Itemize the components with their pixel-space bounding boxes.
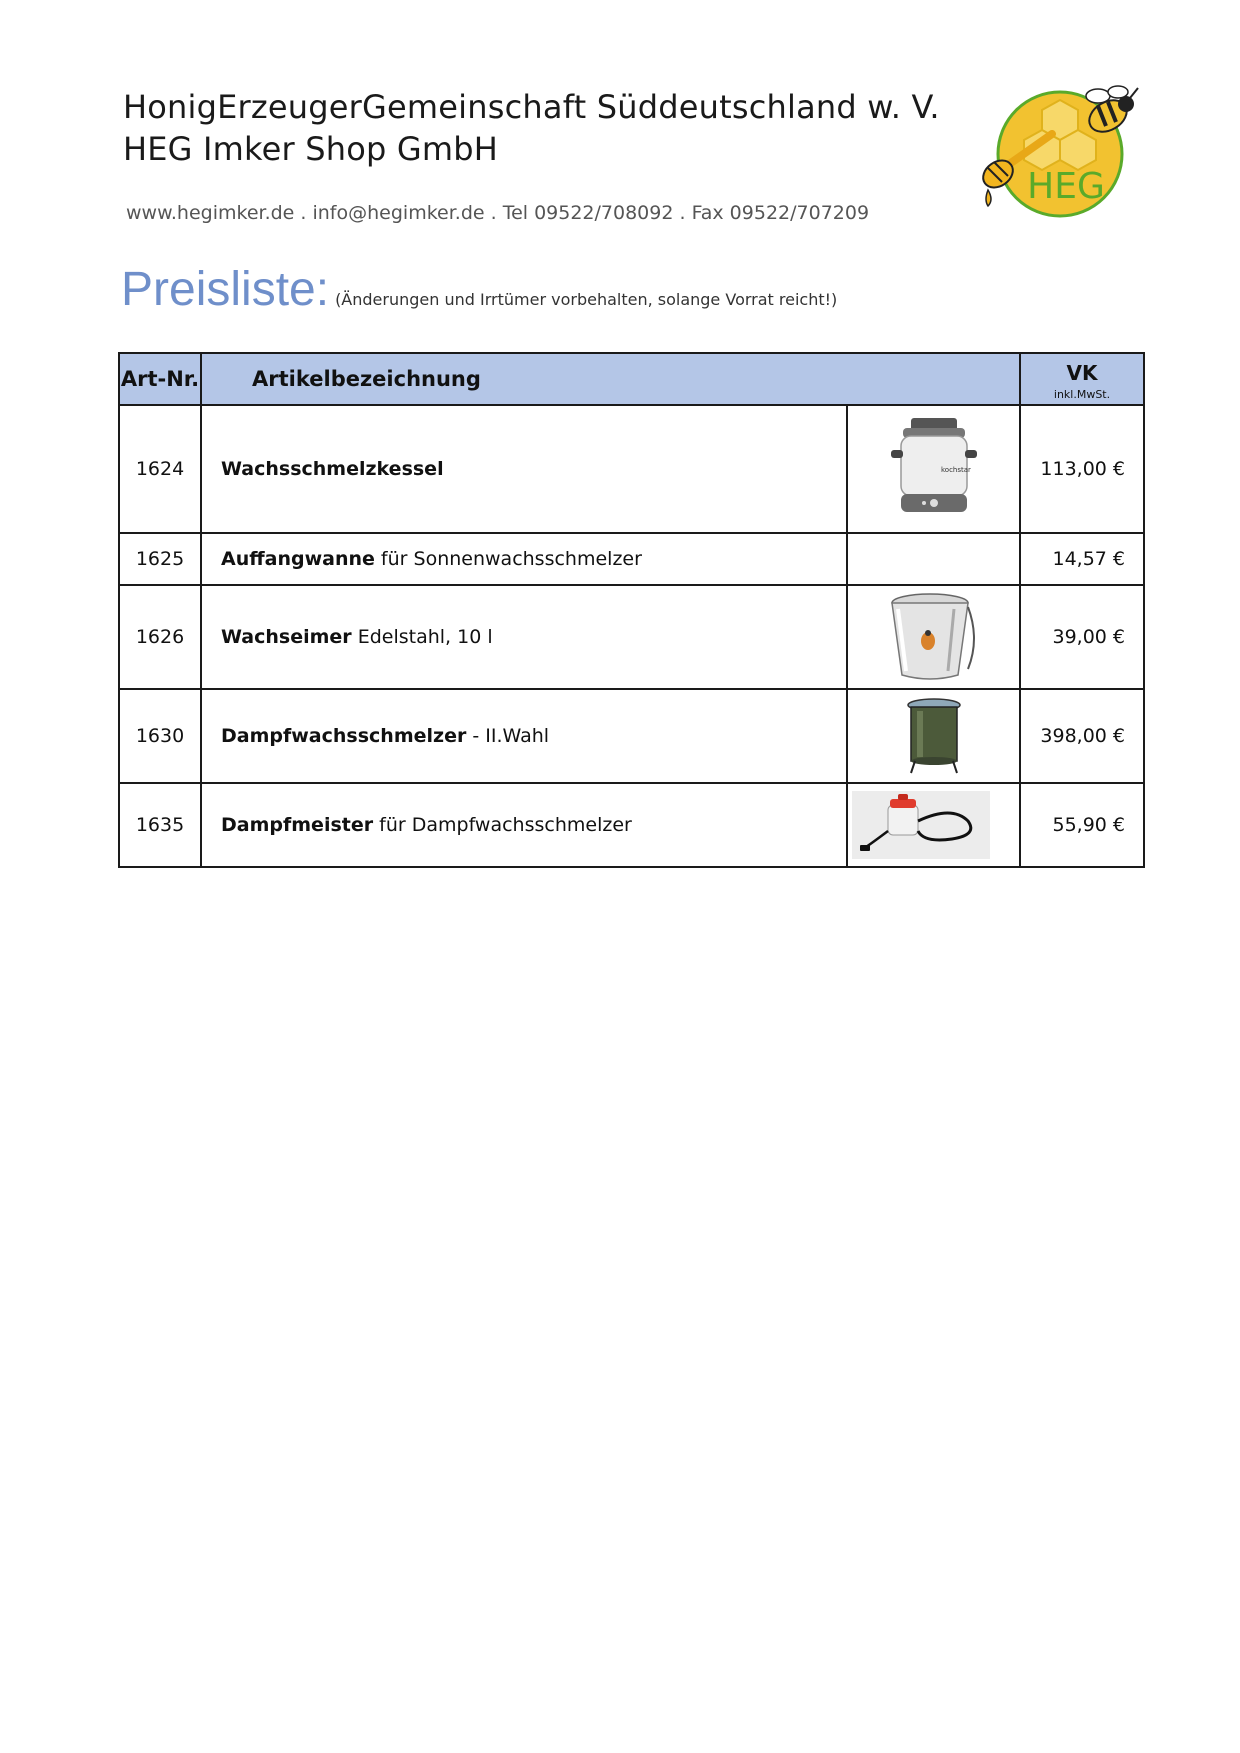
product-name: Dampfwachsschmelzer bbox=[221, 725, 467, 747]
art-nr-cell: 1635 bbox=[119, 783, 201, 867]
art-nr-cell: 1626 bbox=[119, 585, 201, 689]
svg-text:kochstar: kochstar bbox=[940, 466, 971, 474]
product-detail: - II.Wahl bbox=[466, 725, 550, 747]
header-vk-note: inkl.MwSt. bbox=[1053, 387, 1111, 401]
price-cell: 39,00 € bbox=[1020, 585, 1144, 689]
image-cell bbox=[847, 689, 1020, 783]
shop-name: HEG Imker Shop GmbH bbox=[123, 130, 499, 168]
price-list-note: (Änderungen und Irrtümer vorbehalten, solange Vorrat reicht!) bbox=[335, 290, 838, 309]
price-cell: 14,57 € bbox=[1020, 533, 1144, 585]
table-row bbox=[119, 783, 1144, 867]
price-table bbox=[118, 352, 1145, 868]
product-name: Wachsschmelzkessel bbox=[221, 458, 444, 480]
art-nr-cell: 1625 bbox=[119, 533, 201, 585]
steam-generator-image bbox=[852, 791, 990, 859]
image-cell-empty bbox=[847, 533, 1020, 585]
art-nr-cell: 1624 bbox=[119, 405, 201, 533]
price-list-heading: Preisliste: bbox=[121, 263, 330, 316]
art-nr-cell: 1630 bbox=[119, 689, 201, 783]
price-list-title bbox=[121, 262, 837, 317]
price-cell: 113,00 € bbox=[1020, 405, 1144, 533]
description-cell bbox=[201, 585, 847, 689]
product-name: Auffangwanne bbox=[221, 548, 375, 570]
logo-text: HEG bbox=[1027, 166, 1105, 207]
steel-bucket-image bbox=[884, 589, 984, 685]
table-row bbox=[119, 405, 1144, 533]
header-vk bbox=[1020, 353, 1144, 405]
table-row bbox=[119, 689, 1144, 783]
steam-wax-melter-image bbox=[899, 697, 969, 775]
image-cell bbox=[847, 585, 1020, 689]
product-detail: für Sonnenwachsschmelzer bbox=[374, 548, 642, 570]
heg-logo bbox=[968, 82, 1148, 232]
product-name: Dampfmeister bbox=[221, 814, 374, 836]
image-cell bbox=[847, 783, 1020, 867]
table-row bbox=[119, 533, 1144, 585]
honeycomb-cell bbox=[1060, 130, 1096, 170]
description-cell bbox=[201, 533, 847, 585]
company-name: HonigErzeugerGemeinschaft Süddeutschland w. V. bbox=[123, 88, 940, 126]
table-header-row bbox=[119, 353, 1144, 405]
header-vk-label: VK bbox=[1066, 360, 1098, 385]
price-cell: 55,90 € bbox=[1020, 783, 1144, 867]
product-detail: für Dampfwachsschmelzer bbox=[373, 814, 632, 836]
image-cell bbox=[847, 405, 1020, 533]
table-row bbox=[119, 585, 1144, 689]
contact-line: www.hegimker.de . info@hegimker.de . Tel 09522/708092 . Fax 09522/707209 bbox=[126, 202, 870, 224]
header-description: Artikelbezeichnung bbox=[201, 353, 1020, 405]
product-detail: Edelstahl, 10 l bbox=[351, 626, 493, 648]
description-cell bbox=[201, 405, 847, 533]
description-cell bbox=[201, 783, 847, 867]
price-cell: 398,00 € bbox=[1020, 689, 1144, 783]
header-art-nr: Art-Nr. bbox=[119, 353, 201, 405]
product-name: Wachseimer bbox=[221, 626, 352, 648]
wax-melting-kettle-image bbox=[879, 414, 989, 524]
description-cell bbox=[201, 689, 847, 783]
